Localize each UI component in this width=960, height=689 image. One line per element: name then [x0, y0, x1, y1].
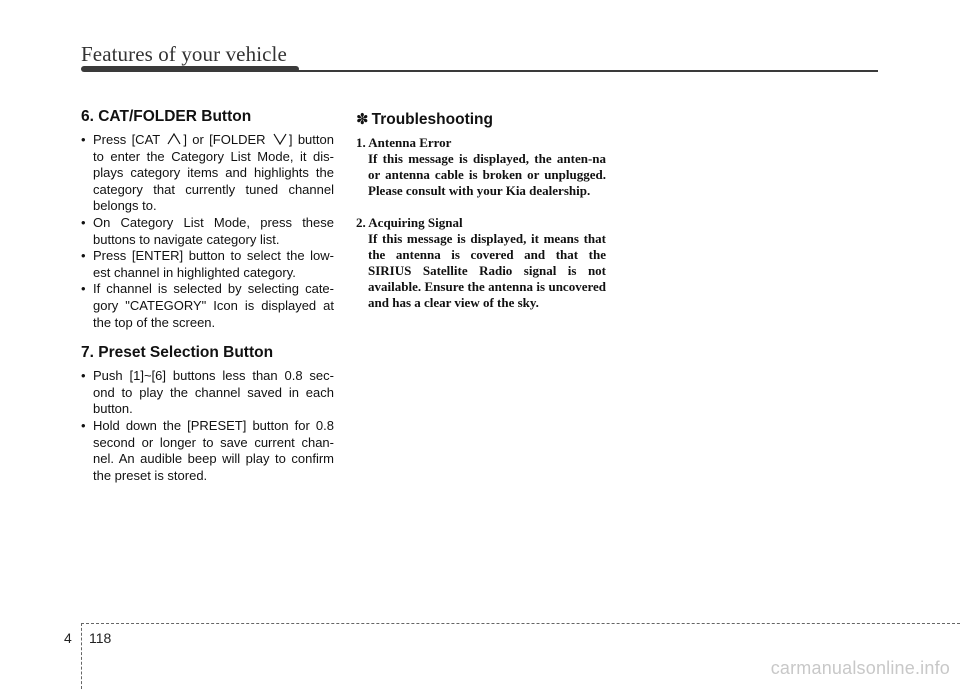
- preset-bullets: [81, 368, 334, 484]
- footer-rule: [81, 623, 960, 624]
- bullet-text: Press [CAT: [93, 132, 160, 147]
- section-title-cat-folder: 6. CAT/FOLDER Button: [81, 108, 252, 125]
- bullet-text: ] or [FOLDER: [183, 132, 266, 147]
- left-column: [81, 108, 334, 484]
- list-item: • Hold down the [PRESET] button for 0.8 second or longer to save current chan-nel. An audible beep will play to confirm the preset is stored.: [81, 418, 334, 484]
- cat-folder-bullets: [81, 132, 334, 331]
- right-column: [356, 108, 606, 327]
- troubleshooting-title: [356, 110, 606, 129]
- list-item: [81, 132, 334, 215]
- troubleshooting-heading: 1. Antenna Error: [356, 135, 452, 150]
- header-rule: [295, 70, 878, 72]
- troubleshooting-title-text: Troubleshooting: [371, 111, 493, 128]
- troubleshooting-item: [356, 135, 606, 199]
- troubleshooting-body: If this message is displayed, the anten-na or antenna cable is broken or unplugged. Please consult with your Kia dealership.: [368, 151, 606, 198]
- header-accent-bar: [81, 66, 299, 72]
- list-item: • Press [ENTER] button to select the low-est channel in highlighted category.: [81, 248, 334, 281]
- page-header-title: Features of your vehicle: [81, 42, 287, 66]
- chapter-number: 4: [64, 630, 72, 646]
- list-item: • On Category List Mode, press these buttons to navigate category list.: [81, 215, 334, 248]
- list-item: • If channel is selected by selecting cate-gory "CATEGORY" Icon is displayed at the top of the screen.: [81, 281, 334, 331]
- triangle-down-icon: [273, 133, 287, 145]
- asterisk-icon: ✽: [356, 111, 369, 128]
- bullet-text: ] button to enter the Category List Mode, it dis-plays category items and highlights the category that currently tuned channel belongs to.: [93, 132, 334, 214]
- troubleshooting-heading: 2. Acquiring Signal: [356, 215, 463, 230]
- list-item: • Push [1]~[6] buttons less than 0.8 sec-ond to play the channel saved in each button.: [81, 368, 334, 418]
- page-number: 118: [89, 630, 112, 646]
- watermark: carmanualsonline.info: [770, 658, 950, 678]
- section-title-preset: 7. Preset Selection Button: [81, 344, 274, 362]
- troubleshooting-body: If this message is displayed, it means that the antenna is covered and that the SIRIUS Satellite Radio signal is not available. Ensure the antenna is uncovered and has a clear view of the sky.: [368, 231, 606, 310]
- troubleshooting-item: [356, 215, 606, 311]
- footer-divider: [81, 623, 82, 689]
- triangle-up-icon: [167, 133, 181, 145]
